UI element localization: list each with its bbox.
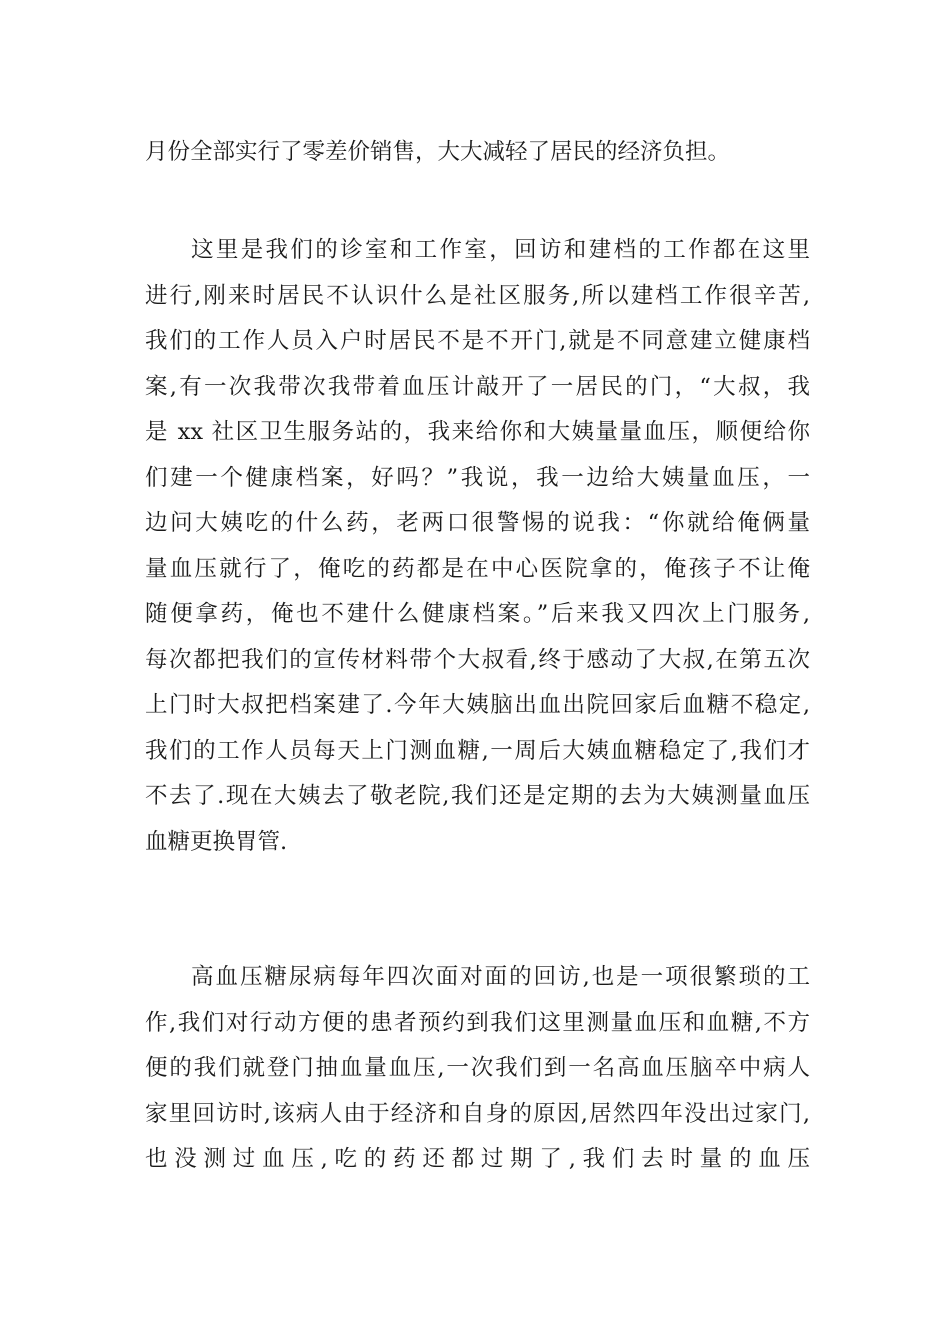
paragraph-line: 家里回访时,该病人由于经济和自身的原因,居然四年没出过家门, [145, 1100, 810, 1127]
paragraph-line: 不去了.现在大姨去了敬老院,我们还是定期的去为大姨测量血压 [145, 783, 810, 809]
paragraph-line: 血糖更换胃管. [145, 828, 288, 855]
paragraph-line: 我们的工作人员入户时居民不是不开门,就是不同意建立健康档 [145, 328, 810, 354]
paragraph-line: 月份全部实行了零差价销售，大大减轻了居民的经济负担。 [145, 139, 731, 165]
paragraph-line: 高血压糖尿病每年四次面对面的回访,也是一项很繁琐的工 [191, 964, 810, 990]
paragraph-line: 案,有一次我带次我带着血压计敲开了一居民的门，“大叔，我 [145, 373, 810, 400]
paragraph-3 [145, 955, 810, 1183]
paragraph-2 [145, 228, 810, 865]
paragraph-line: 随便拿药，俺也不建什么健康档案。”后来我又四次上门服务, [145, 601, 810, 627]
paragraph-line: 便的我们就登门抽血量血压,一次我们到一名高血压脑卒中病人 [145, 1055, 810, 1081]
paragraph-line: 每次都把我们的宣传材料带个大叔看,终于感动了大叔,在第五次 [145, 646, 810, 673]
paragraph-line: 也没测过血压,吃的药还都过期了,我们去时量的血压 [145, 1146, 810, 1172]
paragraph-line: 上门时大叔把档案建了.今年大姨脑出血出院回家后血糖不稳定, [145, 692, 810, 718]
paragraph-line: 这里是我们的诊室和工作室，回访和建档的工作都在这里 [191, 237, 810, 263]
paragraph-line: 我们的工作人员每天上门测血糖,一周后大姨血糖稳定了,我们才 [145, 737, 810, 764]
paragraph-line: 进行,刚来时居民不认识什么是社区服务,所以建档工作很辛苦, [145, 282, 810, 309]
paragraph-line: 边问大姨吃的什么药，老两口很警惕的说我：“你就给俺俩量 [145, 510, 810, 536]
paragraph-line: 作,我们对行动方便的患者预约到我们这里测量血压和血糖,不方 [145, 1009, 810, 1036]
paragraph-line: 是 xx 社区卫生服务站的，我来给你和大姨量量血压，顺便给你 [145, 419, 810, 445]
paragraph-1 [145, 130, 810, 176]
paragraph-line: 们建一个健康档案，好吗？”我说，我一边给大姨量血压，一 [145, 464, 810, 491]
paragraph-line: 量血压就行了，俺吃的药都是在中心医院拿的，俺孩子不让俺 [145, 555, 810, 582]
